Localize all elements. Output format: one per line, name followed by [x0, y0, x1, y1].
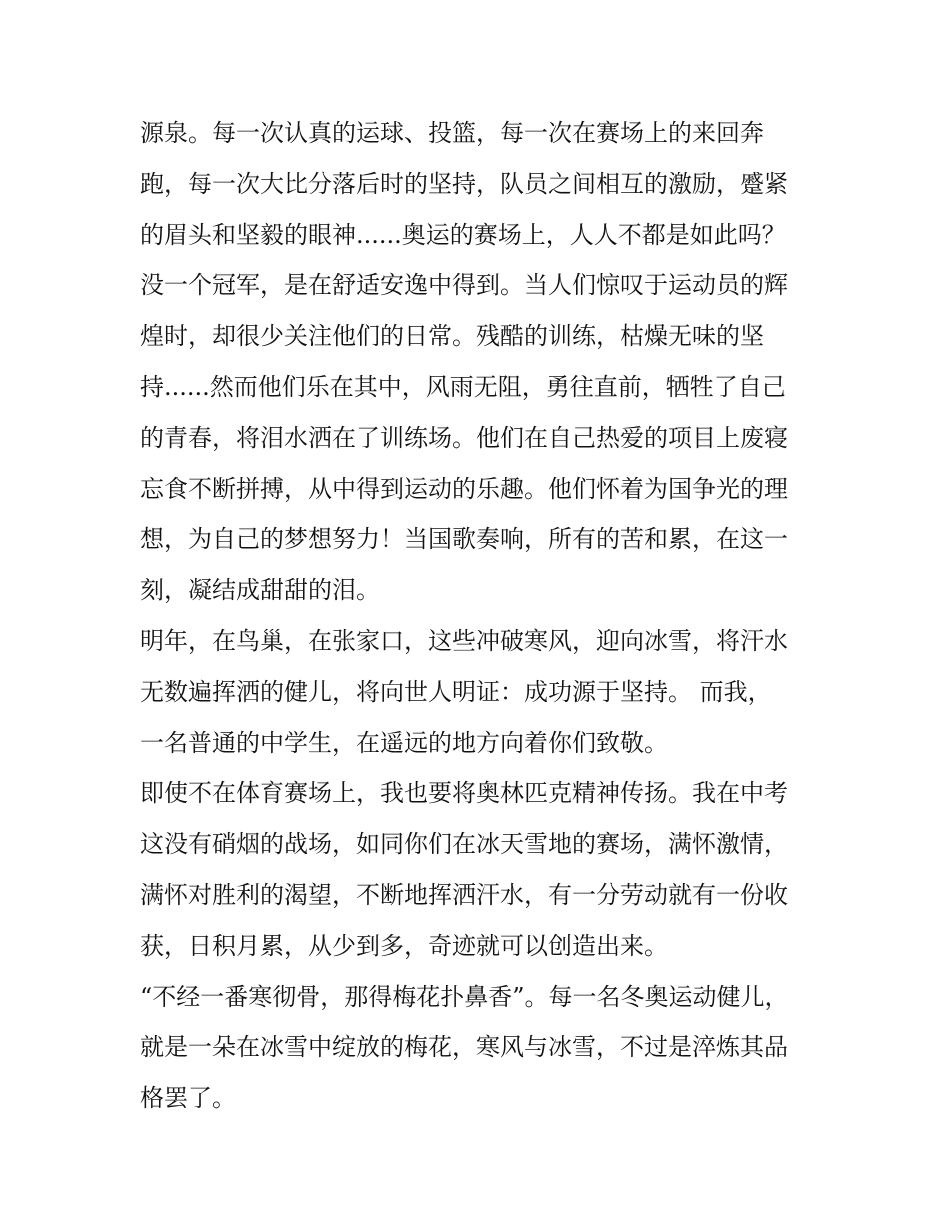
text-line: 获，日积月累，从少到多，奇迹就可以创造出来。	[140, 931, 668, 960]
text-line: 跑，每一次大比分落后时的坚持，队员之间相互的激励，蹙紧	[140, 169, 788, 198]
text-line: 的眉头和坚毅的眼神......奥运的赛场上，人人不都是如此吗？	[140, 220, 786, 249]
text-line: 煌时，却很少关注他们的日常。残酷的训练，枯燥无味的坚	[140, 322, 764, 351]
text-line: 格罢了。	[140, 1084, 236, 1113]
text-line: 刻，凝结成甜甜的泪。	[140, 576, 380, 605]
text-line: 想，为自己的梦想努力！当国歌奏响，所有的苦和累，在这一	[140, 525, 788, 554]
text-line: 明年，在鸟巢，在张家口，这些冲破寒风，迎向冰雪，将汗水	[140, 626, 788, 655]
essay-text-body	[140, 108, 820, 1124]
text-line: 满怀对胜利的渴望，不断地挥洒汗水，有一分劳动就有一份收	[140, 880, 788, 909]
text-line: 源泉。每一次认真的运球、投篮，每一次在赛场上的来回奔	[140, 119, 764, 147]
text-line: “不经一番寒彻骨，那得梅花扑鼻香”。每一名冬奥运动健儿，	[140, 982, 789, 1011]
text-line: 持......然而他们乐在其中，风雨无阻，勇往直前，牺牲了自己	[140, 372, 786, 401]
text-line: 忘食不断拼搏，从中得到运动的乐趣。他们怀着为国争光的理	[140, 474, 788, 503]
text-line: 的青春，将泪水洒在了训练场。他们在自己热爱的项目上废寝	[140, 423, 788, 452]
text-line: 这没有硝烟的战场，如同你们在冰天雪地的赛场，满怀激情，	[140, 830, 788, 859]
text-line: 无数遍挥洒的健儿，将向世人明证：成功源于坚持。 而我，	[140, 677, 772, 706]
text-line: 一名普通的中学生，在遥远的地方向着你们致敬。	[140, 728, 668, 757]
text-line: 就是一朵在冰雪中绽放的梅花，寒风与冰雪，不过是淬炼其品	[140, 1033, 788, 1062]
text-line: 没一个冠军，是在舒适安逸中得到。当人们惊叹于运动员的辉	[140, 271, 788, 300]
text-line: 即使不在体育赛场上，我也要将奥林匹克精神传扬。我在中考	[140, 779, 788, 808]
